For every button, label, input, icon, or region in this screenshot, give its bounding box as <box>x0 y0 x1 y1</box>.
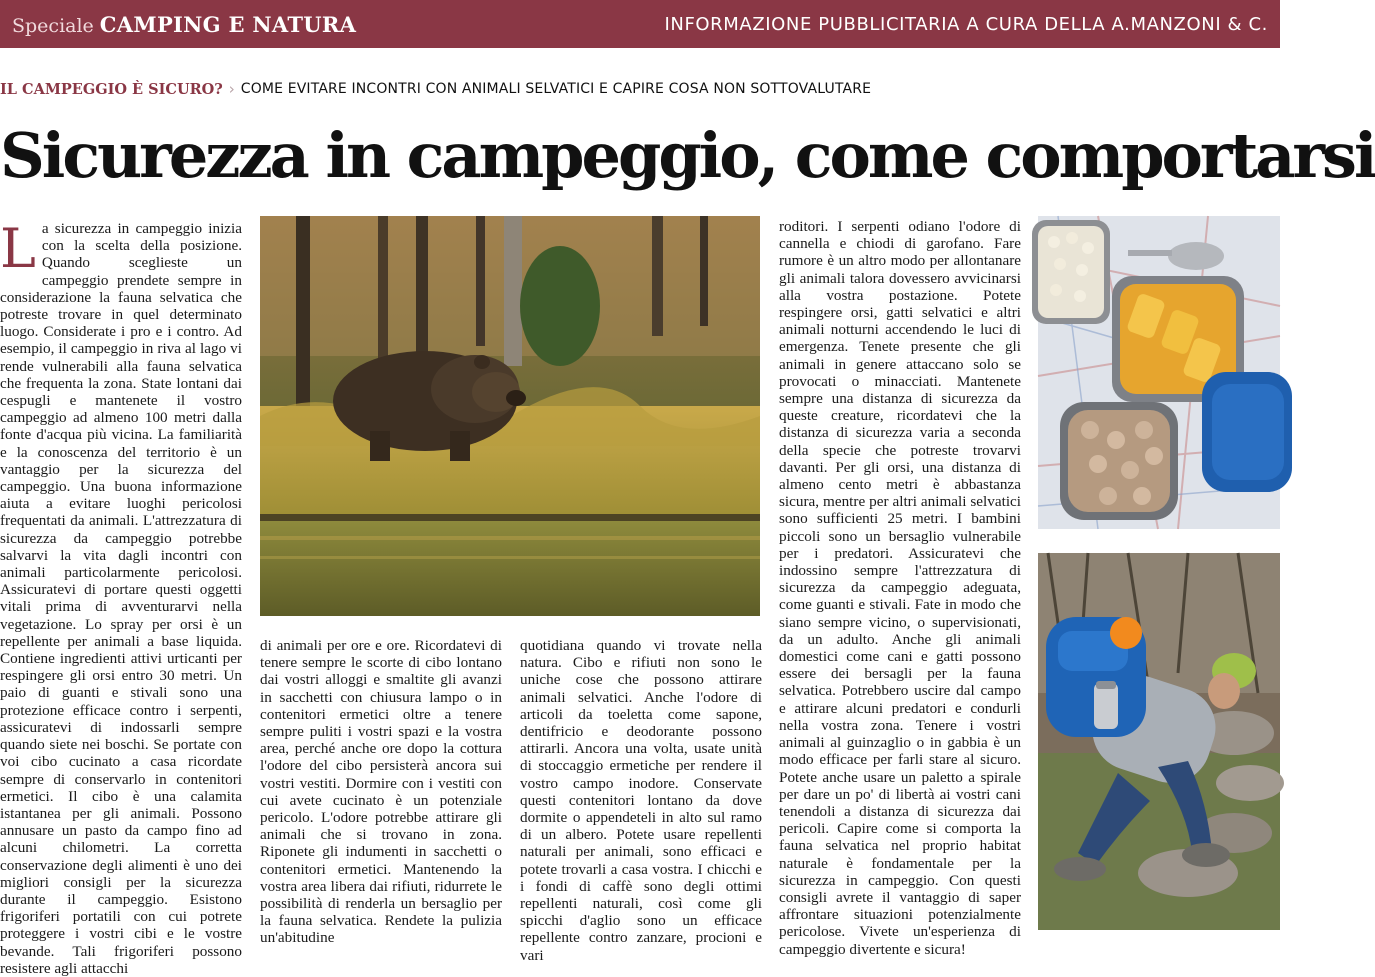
kicker <box>0 78 1280 100</box>
food-illustration <box>1038 216 1280 529</box>
drop-cap: L <box>0 217 36 280</box>
chevron-right-icon: › <box>228 80 235 98</box>
bear-illustration <box>260 216 760 616</box>
kicker-question: IL CAMPEGGIO È SICURO? <box>0 80 223 98</box>
hiker-backpack-photo <box>1038 553 1280 930</box>
column-1-text: a sicurezza in campeggio inizia con la scelta della posizione. Quando sceglieste un campeggio prendete sempre in considerazione la fauna selvatica che potreste trovare in quel determinato luogo. Considerate i pro e i contro. Ad esempio, il campeggio in riva al lago vi rende vulnerabili alla fauna selvatica che frequenta la zona. State lontani dai cespugli e mantenete il vostro campeggio ad almeno 100 metri dalla fonte d'acqua più vicina. La familiarità e la conoscenza del territorio è un vantaggio per la sicurezza del campeggio. Una buona informazione aiuta a evitare luoghi pericolosi frequentati da animali. L'attrezzatura di sicurezza da campeggio potrebbe salvarvi la vita dagli incontri con animali particolarmente pericolosi. Assicuratevi di portare questi oggetti vitali prima di avventurarvi nella vegetazione. Lo spray per orsi è un repellente per animali a base liquida. Contiene ingredienti attivi urticanti per respingere gli orsi entro 30 metri. Un paio di guanti e stivali sono una protezione efficace contro i serpenti, assicuratevi di indossarli sempre quando siete nei boschi. Se portate con voi cibo cucinato a casa ricordate sempre di conservarlo in contenitori ermetici. Il cibo è una calamita istantanea per gli animali. Possono annusare un pasto da campo fino ad alcuni chilometri. La corretta conservazione degli alimenti è uno dei migliori consigli per la sicurezza durante il campeggio. Esistono frigoriferi portatili con cui potrete proteggere i vostri cibi e le vostre bevande. Tali frigoriferi possono resistere agli attacchi <box>0 220 242 977</box>
banner-section-name: CAMPING E NATURA <box>99 11 357 37</box>
banner-speciale: Speciale <box>12 14 94 37</box>
kicker-subtitle: COME EVITARE INCONTRI CON ANIMALI SELVATICI E CAPIRE COSA NON SOTTOVALUTARE <box>240 81 872 97</box>
banner-title <box>12 12 356 37</box>
hiker-illustration <box>1038 553 1280 930</box>
section-banner <box>0 0 1280 48</box>
advertising-note: INFORMAZIONE PUBBLICITARIA A CURA DELLA A.MANZONI & C. <box>664 13 1268 35</box>
bear-photo <box>260 216 760 616</box>
food-containers-photo <box>1038 216 1280 529</box>
article-column-2: di animali per ore e ore. Ricordatevi di tenere sempre le scorte di cibo lontano dai vostri alloggi e smaltite gli avanzi in sacchetti con chiusura lampo o in contenitori ermetici oltre a tenere sempre puliti i vostri spazi e la vostra area, perché anche ore dopo la cottura l'odore del cibo persisterà ancora sui vostri vestiti. Dormire con i vestiti con cui avete cucinato è un potenziale pericolo. L'odore potrebbe attirare gli animali che si trovano in zona. Riponete gli indumenti in sacchetti o contenitori ermetici. Mantenendo la vostra area libera dai rifiuti, ridurrete le possibilità di renderla un bersaglio per la fauna selvatica. Rendete la pulizia un'abitudine <box>260 637 502 947</box>
article-column-1 <box>0 217 242 977</box>
headline: Sicurezza in campeggio, come comportarsi <box>0 119 1375 192</box>
article-column-4: roditori. I serpenti odiano l'odore di cannella e chiodi di garofano. Fare rumore è un altro modo per allontanare gli animali talora dovessero avvicinarsi alla vostra postazione. Potete respingere orsi, gatti selvatici e altri animali notturni accendendo le luci di emergenza. Tenete presente che gli animali in genere attaccano solo se provocati o minacciati. Mantenete sempre una distanza di sicurezza da queste creature, ricordatevi che la distanza di sicurezza varia a seconda della specie che potreste trovarvi davanti. Per gli orsi, una distanza di almeno cento metri è abbastanza sicura, mentre per altri animali selvatici sono sufficienti 25 metri. I bambini piccoli sono un bersaglio vulnerabile per i predatori. Assicuratevi che indossino sempre l'attrezzatura di sicurezza da campeggio adeguata, come guanti e stivali. Fate in modo che siano sempre vicino, o supervisionati, da un adulto. Anche gli animali domestici come cani e gatti possono essere dei bersagli per la fauna selvatica. Potrebbero uscire dal campo e attirare alcuni predatori e condurli nella vostra zona. Tenere i vostri animali al guinzaglio o in gabbia è un modo efficace per farli stare al sicuro. Potete anche usare un paletto a spirale per dare un po' di libertà ai vostri cani tenendoli a distanza di sicurezza dai pericoli. Capire come si comporta la fauna selvatica nel proprio habitat naturale è fondamentale per la sicurezza in campeggio. Con questi consigli avrete il vantaggio di saper affrontare situazioni potenzialmente pericolose. Vivete un'esperienza di campeggio divertente e sicura! <box>779 218 1021 958</box>
article-column-3: quotidiana quando vi trovate nella natura. Cibo e rifiuti non sono le uniche cose che possono attirare animali selvatici. Anche l'odore di articoli da toeletta come sapone, dentifricio e deodorante possono attirarli. Ancora una volta, usate unità di stoccaggio ermetiche per rendere il vostro campo inodore. Conservate questi contenitori lontano da dove dormite o appendeteli in alto sul ramo di un albero. Potete usare repellenti naturali per animali, sono efficaci e potete trovarli a casa vostra. I chicchi e i fondi di caffè sono degli ottimi repellenti naturali, così come gli spicchi d'aglio sono un efficace repellente contro zanzare, procioni e vari <box>520 637 762 964</box>
